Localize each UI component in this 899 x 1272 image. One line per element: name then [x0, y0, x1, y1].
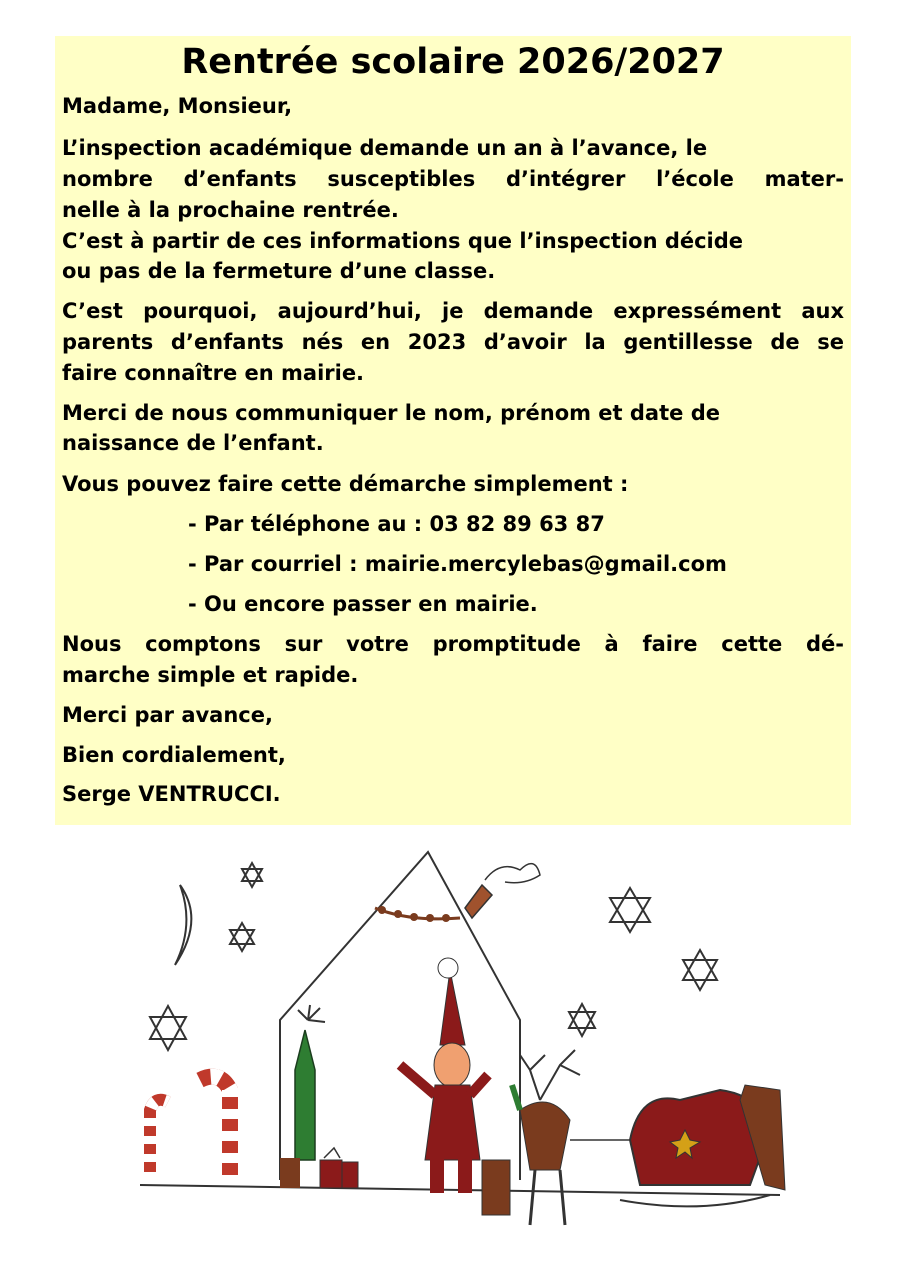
drawing-svg — [120, 840, 800, 1250]
christmas-drawing — [120, 840, 800, 1250]
closing-line: Bien cordialement, — [62, 743, 286, 767]
moon-icon — [175, 885, 191, 965]
chimney — [465, 885, 492, 918]
tree-icon — [280, 1005, 325, 1188]
paragraph-1-line-5: ou pas de la fermeture d’une classe. — [62, 259, 496, 283]
paragraph-3-line-1: Merci de nous communiquer le nom, prénom et date de — [62, 401, 720, 425]
crate — [482, 1160, 510, 1215]
notice-panel — [55, 36, 851, 825]
gift-icon — [320, 1148, 358, 1188]
paragraph-2-line-2: parents d’enfants nés en 2023 d’avoir la gentillesse de se — [62, 330, 844, 354]
paragraph-1-line-1: L’inspection académique demande un an à l’avance, le — [62, 136, 708, 160]
paragraph-1-line-3: nelle à la prochaine rentrée. — [62, 198, 399, 222]
greeting: Madame, Monsieur, — [62, 94, 293, 118]
paragraph-4-line-2: marche simple et rapide. — [62, 663, 359, 687]
santa-icon — [400, 958, 488, 1193]
star-icon — [683, 950, 717, 990]
paragraph-1-line-4: C’est à partir de ces informations que l’inspection décide — [62, 229, 744, 253]
contact-in-person: - Ou encore passer en mairie. — [188, 592, 538, 616]
paragraph-2-line-1: C’est pourquoi, aujourd’hui, je demande expressément aux — [62, 299, 844, 323]
contact-intro: Vous pouvez faire cette démarche simplement : — [62, 472, 629, 496]
paragraph-1-line-2: nombre d’enfants susceptibles d’intégrer l’école mater- — [62, 167, 844, 191]
star-icon — [150, 1006, 186, 1050]
star-icon — [230, 923, 254, 951]
paragraph-4-line-1: Nous comptons sur votre promptitude à faire cette dé- — [62, 632, 844, 656]
candy-cane-icon — [200, 1077, 230, 1185]
thanks-line: Merci par avance, — [62, 703, 273, 727]
star-icon — [610, 888, 650, 932]
paragraph-2-line-3: faire connaître en mairie. — [62, 361, 365, 385]
star-icon — [569, 1004, 595, 1036]
contact-phone: - Par téléphone au : 03 82 89 63 87 — [188, 512, 605, 536]
paragraph-3-line-2: naissance de l’enfant. — [62, 431, 324, 455]
reindeer-icon — [512, 1050, 580, 1225]
contact-email: - Par courriel : mairie.mercylebas@gmail.com — [188, 552, 727, 576]
sleigh-icon — [570, 1085, 785, 1206]
candy-cane-icon — [150, 1100, 168, 1180]
signature: Serge VENTRUCCI. — [62, 782, 281, 806]
page-title: Rentrée scolaire 2026/2027 — [181, 42, 725, 82]
star-icon — [242, 863, 262, 887]
smoke — [485, 864, 540, 883]
